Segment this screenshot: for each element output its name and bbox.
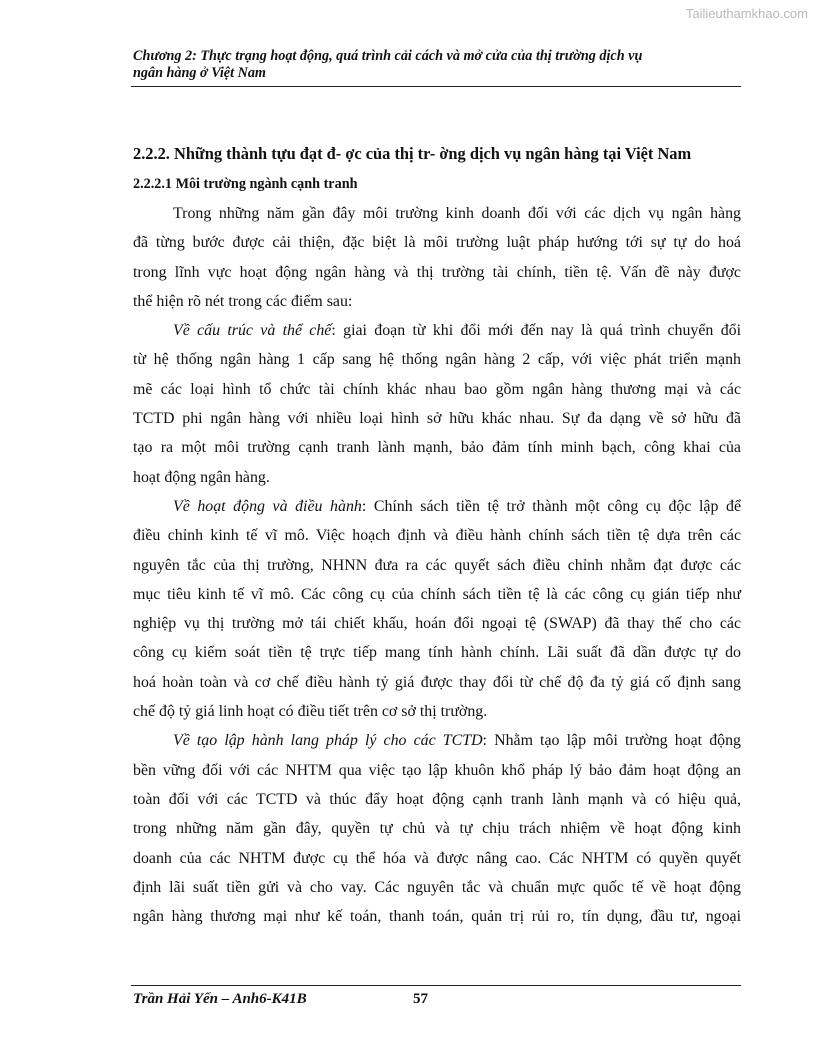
- italic-lead-structure: Về cấu trúc và thể chế: [173, 322, 332, 340]
- paragraph-line: bền vững đối với các NHTM qua việc tạo lập khuôn khổ pháp lý bảo đảm hoạt động an: [133, 761, 741, 779]
- paragraph-line: mẽ các loại hình tổ chức tài chính khác nhau bao gồm ngân hàng thương mại và các: [133, 380, 741, 398]
- paragraph-line: ngân hàng thương mại như kế toán, thanh toán, quản trị rủi ro, tín dụng, đầu tư, ngoại: [133, 908, 741, 926]
- paragraph-line-text: Chính sách tiền tệ trở thành một công cụ độc lập để: [373, 497, 741, 515]
- paragraph-line: nghiệp vụ thị trường mở tái chiết khấu, hoán đổi ngoại tệ (SWAP) đã thay thế cho các: [133, 615, 741, 633]
- footer-author: Trần Hải Yến – Anh6-K41B: [133, 991, 307, 1007]
- paragraph-line: TCTD phi ngân hàng với nhiều loại hình sở hữu khác nhau. Sự đa dạng về sở hữu đã: [133, 410, 741, 428]
- paragraph-line: thể hiện rõ nét trong các điểm sau:: [133, 292, 353, 310]
- paragraph-line: định lãi suất tiền gửi và cho vay. Các nguyên tắc và chuẩn mực quốc tế về hoạt động: [133, 878, 741, 896]
- chapter-title-line-1: Chương 2: Thực trạng hoạt động, quá trình cải cách và mở cửa của thị trường dịch vụ: [133, 48, 643, 64]
- paragraph-line: đã từng bước được cải thiện, đặc biệt là môi trường luật pháp hướng tới sự tự do hoá: [133, 234, 741, 252]
- footer-divider: [131, 985, 741, 986]
- paragraph-line: doanh của các NHTM được cụ thể hóa và được nâng cao. Các NHTM có quyền quyết: [133, 849, 741, 867]
- paragraph-line: hoá hoàn toàn và cơ chế điều hành tỷ giá được thay đổi từ chế độ đa tỷ giá cố định sang: [133, 673, 741, 691]
- paragraph-line: Về hoạt động và điều hành: Chính sách tiền tệ trở thành một công cụ độc lập để: [173, 497, 741, 515]
- paragraph-line: trong những năm gần đây, quyền tự chủ và tự chịu trách nhiệm về hoạt động kinh: [133, 820, 741, 838]
- paragraph-line: hoạt động ngân hàng.: [133, 468, 270, 486]
- paragraph-line: Trong những năm gần đây môi trường kinh doanh đối với các dịch vụ ngân hàng: [173, 205, 741, 222]
- subsection-title: 2.2.2.1 Môi trường ngành cạnh tranh: [133, 176, 358, 192]
- header-divider: [131, 86, 741, 87]
- paragraph-line: toàn đối với các TCTD và thúc đẩy hoạt động cạnh tranh lành mạnh và có hiệu quả,: [133, 790, 741, 808]
- paragraph-line-text: Nhằm tạo lập môi trường hoạt động: [494, 732, 741, 750]
- body-text: [133, 199, 741, 931]
- section-title: 2.2.2. Những thành tựu đạt đ- ợc của thị tr- ờng dịch vụ ngân hàng tại Việt Nam: [133, 144, 692, 163]
- paragraph-line: từ hệ thống ngân hàng 1 cấp sang hệ thống ngân hàng 2 cấp, với việc phát triển mạnh: [133, 351, 741, 369]
- watermark: Tailieuthamkhao.com: [685, 6, 808, 21]
- paragraph-line: Về tạo lập hành lang pháp lý cho các TCTD: Nhằm tạo lập môi trường hoạt động: [173, 732, 741, 750]
- paragraph-line: chế độ tỷ giá linh hoạt có điều tiết trên cơ sở thị trường.: [133, 703, 488, 721]
- paragraph-line: mục tiêu kinh tế vĩ mô. Các công cụ của chính sách tiền tệ là các công cụ gián tiếp như: [133, 585, 741, 603]
- chapter-header: [133, 48, 741, 82]
- page-number: 57: [413, 991, 428, 1007]
- paragraph-line: nguyên tắc của thị trường, NHNN đưa ra các quyết sách điều chỉnh nhằm đạt được các: [133, 556, 741, 574]
- chapter-title-line-2: ngân hàng ở Việt Nam: [133, 65, 266, 81]
- paragraph-line: trong lĩnh vực hoạt động ngân hàng và thị trường tài chính, tiền tệ. Vấn đề này được: [133, 263, 741, 281]
- paragraph-line: điều chỉnh kinh tế vĩ mô. Việc hoạch định và điều hành chính sách tiền tệ dựa trên các: [133, 527, 741, 545]
- paragraph-line-text: giai đoạn từ khi đổi mới đến nay là quá trình chuyển đổi: [343, 322, 742, 340]
- paragraph-line: tạo ra một môi trường cạnh tranh lành mạnh, bảo đảm tính minh bạch, công khai của: [133, 439, 741, 457]
- italic-lead-operation: Về hoạt động và điều hành: [173, 497, 362, 515]
- paragraph-line: công cụ kiểm soát tiền tệ trực tiếp mang tính hành chính. Lãi suất đã dần được tự do: [133, 644, 741, 662]
- paragraph-line: Về cấu trúc và thể chế: giai đoạn từ khi đổi mới đến nay là quá trình chuyển đổi: [173, 322, 742, 340]
- italic-lead-legal: Về tạo lập hành lang pháp lý cho các TCTD: [173, 732, 483, 750]
